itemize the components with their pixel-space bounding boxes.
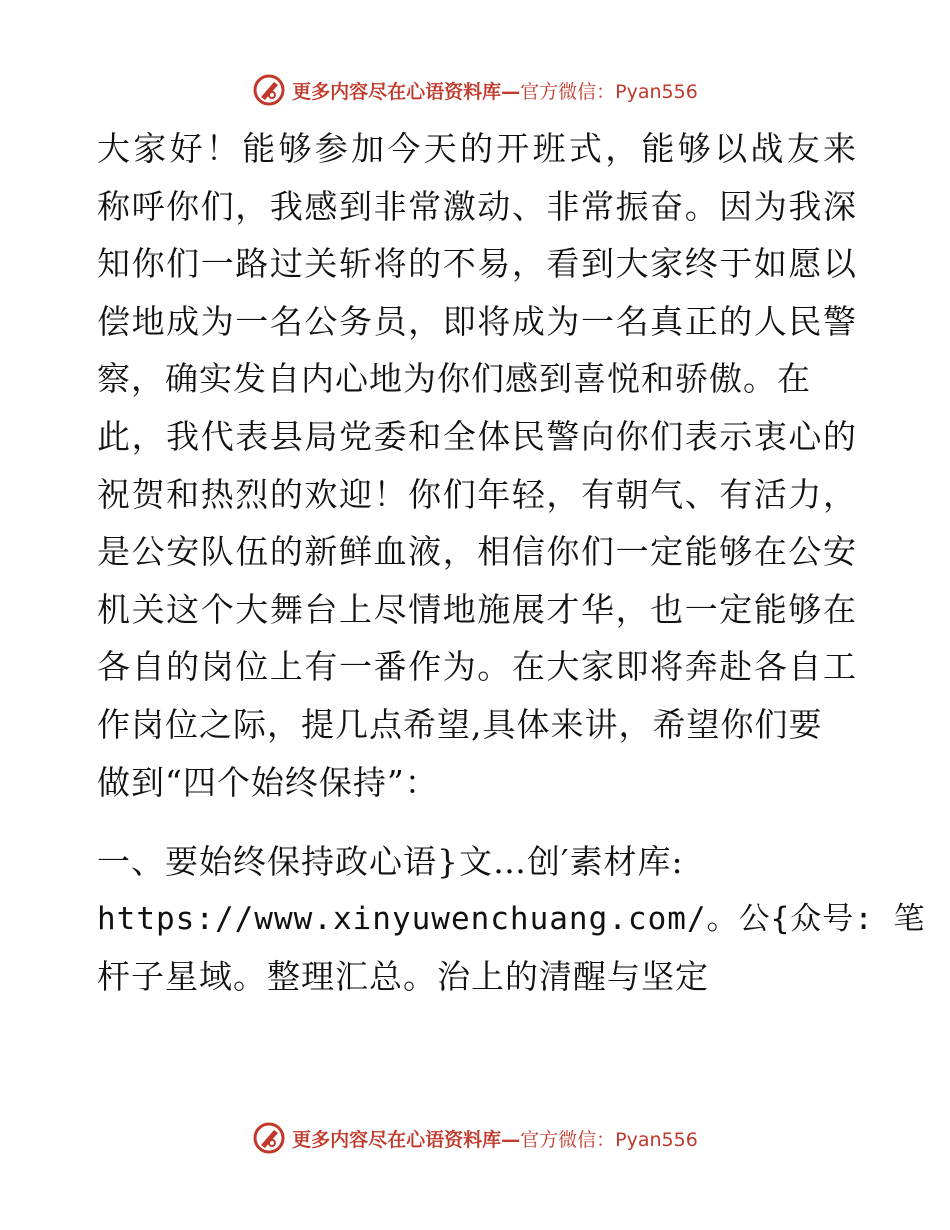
text-line: 大家好！能够参加今天的开班式，能够以战友来 [97, 129, 857, 168]
text-line: 杆子星域。整理汇总。治上的清醒与坚定 [97, 957, 709, 997]
text-line: 知你们一路过关斩将的不易，看到大家终于如愿以 [97, 244, 857, 284]
paragraph-gap [97, 811, 857, 833]
paragraph-2 [97, 833, 926, 1006]
footer-banner [0, 1118, 950, 1158]
text-line: 机关这个大舞台上尽情地施展才华，也一定能够在 [97, 589, 857, 629]
paragraph-1 [97, 120, 857, 811]
text-line: 察，确实发自内心地为你们感到喜悦和骄傲。在 [97, 359, 811, 399]
text-line: 各自的岗位上有一番作为。在大家即将奔赴各自工 [97, 647, 857, 687]
header-banner [0, 70, 950, 110]
text-line: 一、要始终保持政心语}文…创′素材库: [97, 842, 684, 882]
brand-logo-icon [252, 73, 286, 107]
text-line: 是公安队伍的新鲜血液，相信你们一定能够在公安 [97, 532, 857, 572]
document-body [97, 120, 926, 1006]
text-line: 此，我代表县局党委和全体民警向你们表示衷心的 [97, 416, 857, 456]
header-banner-text: 更多内容尽在心语资料库—官方微信：Pyan556 [292, 80, 698, 103]
text-line: 做到“四个始终保持”： [97, 762, 439, 802]
text-line: 作岗位之际，提几点希望,具体来讲，希望你们要 [97, 704, 823, 744]
text-line: 偿地成为一名公务员，即将成为一名真正的人民警 [97, 301, 857, 341]
text-line: 称呼你们，我感到非常激动、非常振奋。因为我深 [97, 186, 857, 226]
url-text-line: https://www.xinyuwenchuang.com/。公{众号: 笔 [97, 900, 926, 937]
brand-logo-icon [252, 1121, 286, 1155]
footer-banner-text: 更多内容尽在心语资料库—官方微信：Pyan556 [292, 1128, 698, 1151]
text-line: 祝贺和热烈的欢迎！你们年轻，有朝气、有活力， [97, 474, 857, 514]
